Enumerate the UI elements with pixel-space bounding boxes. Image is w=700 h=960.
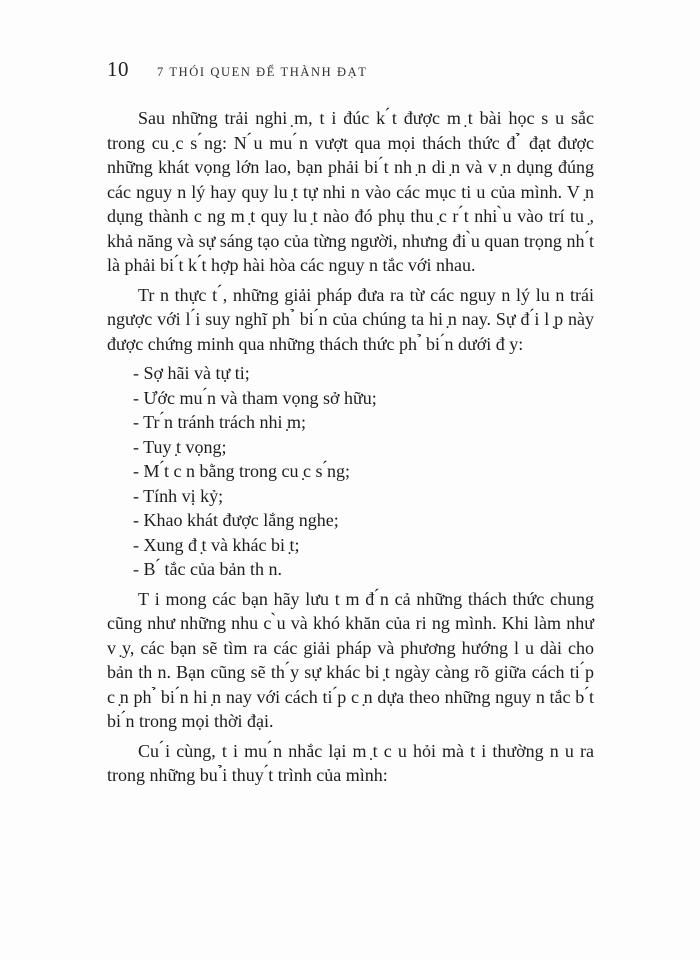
- list-item: - Khao khát được lắng nghe;: [133, 510, 339, 530]
- page-body: [107, 106, 594, 788]
- list-item: - Tr ́n tránh trách nhi ̣m;: [133, 412, 306, 432]
- list-item: - Xung đ ̣t và khác bi ̣t;: [133, 534, 300, 555]
- page-number: 10: [107, 57, 129, 81]
- list-item: - Sợ hãi và tự ti;: [133, 363, 250, 383]
- paragraph: Sau những trải nghi ̣m, t i đúc k ́t được m ̣t bài học s u sắc trong cu ̣c s ́ng: N ́u mu ́n vượt qua mọi thách thức đ ̉ đạt được những khát vọng lớn lao, bạn phải bi ́t nh ̣n di ̣n và v ̣n dụng đúng các nguy n lý hay quy lu ̣t tự nhi n vào các mục ti u của mình. V ̣n dụng thành c ng m ̣t quy lu ̣t nào đó phụ thu ̣c r ́t nhi ̀u vào trí tu ̣, khả năng và sự sáng tạo của từng người, nhưng đi ̀u quan trọng nh ́t là phải bi ́t k ́t hợp hài hòa các nguy n tắc với nhau.: [107, 108, 594, 275]
- list-item: - Tuy ̣t vọng;: [133, 436, 227, 457]
- list-item: - Ước mu ́n và tham vọng sở hữu;: [133, 387, 377, 408]
- bullet-list: [107, 361, 594, 582]
- paragraph: Cu ́i cùng, t i mu ́n nhắc lại m ̣t c u hỏi mà t i thường n u ra trong những bu ̉i thuy ́t trình của mình:: [107, 740, 594, 785]
- paragraph: T i mong các bạn hãy lưu t m đ ́n cả những thách thức chung cũng như những nhu c ̀u và khó khăn của ri ng mình. Khi làm như v ̣y, các bạn sẽ tìm ra các giải pháp và phương hướng l u dài cho bản th n. Bạn cũng sẽ th ́y sự khác bi ̣t ngày càng rõ giữa cách ti ́p c ̣n ph ̉ bi ́n hi ̣n nay với cách ti ́p c ̣n dựa theo những nguy n tắc b ́t bi ́n trong mọi thời đại.: [107, 588, 594, 731]
- list-item: - Tính vị kỷ;: [133, 485, 224, 506]
- running-title: 7 THÓI QUEN ĐỂ THÀNH ĐẠT: [157, 65, 368, 79]
- list-item: - M ́t c n bằng trong cu ̣c s ́ng;: [133, 461, 350, 481]
- list-item: - B ́ tắc của bản th n.: [133, 559, 282, 579]
- running-header: [107, 58, 594, 80]
- paragraph: Tr n thực t ́, những giải pháp đưa ra từ các nguy n lý lu n trái ngược với l ́i suy nghĩ ph ̉ bi ́n của chúng ta hi ̣n nay. Sự đ ́i l ̣p này được chứng minh qua những thách thức ph ̉ bi ́n dưới đ y:: [107, 284, 594, 354]
